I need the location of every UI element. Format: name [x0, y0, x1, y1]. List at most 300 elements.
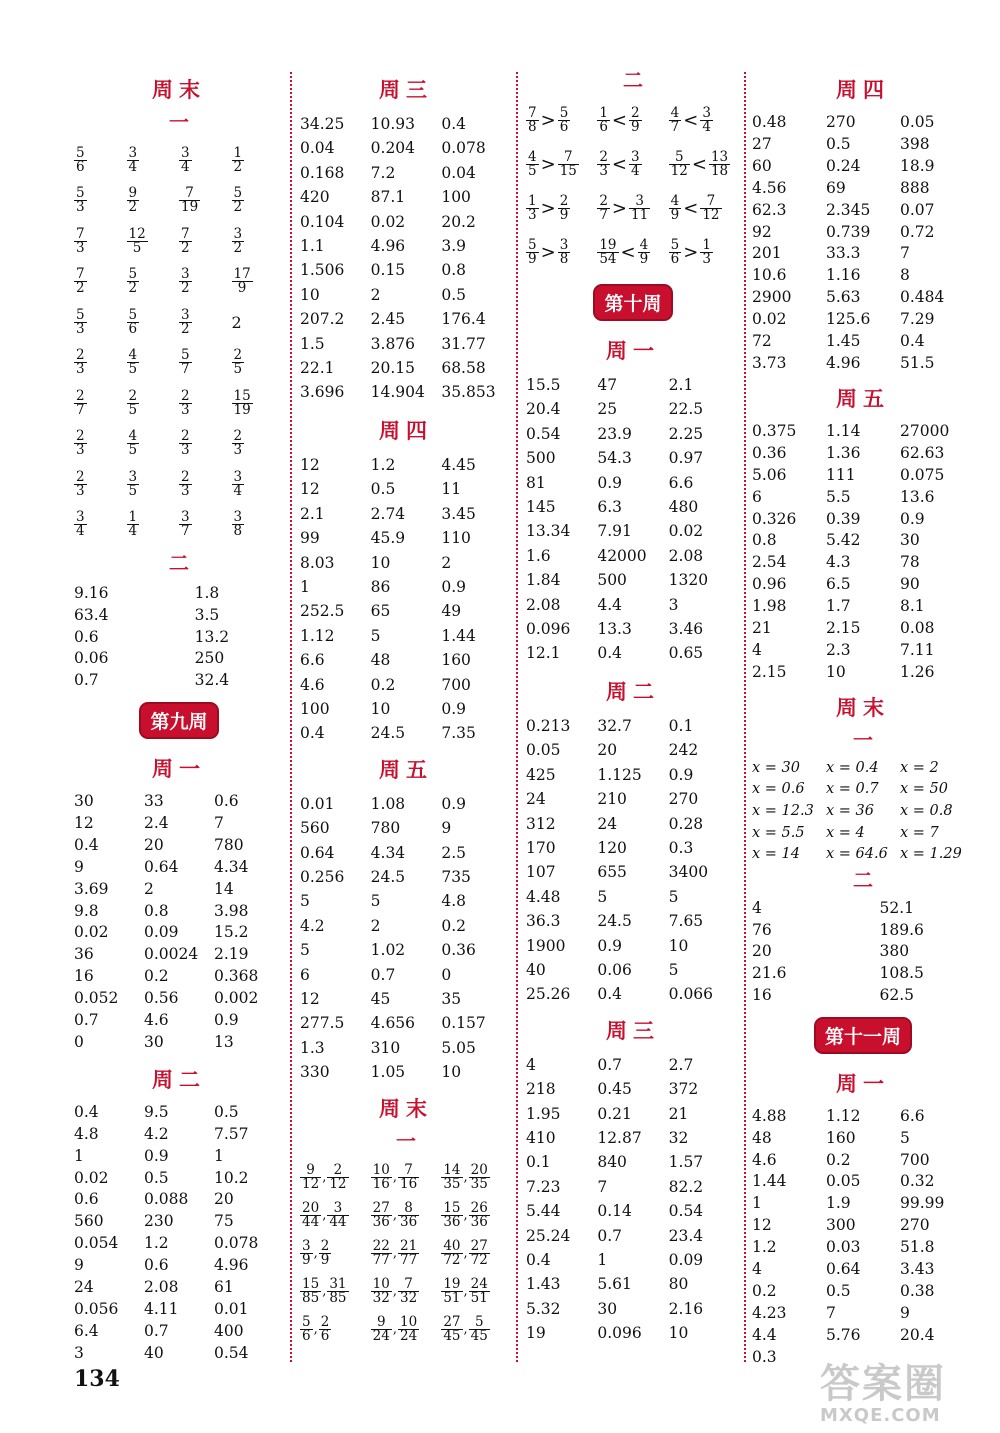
answer-row [752, 758, 974, 780]
answer-cell: 0.7 [597, 1226, 622, 1245]
answer-row [752, 844, 974, 866]
answer-cell: 176.4 [441, 310, 486, 329]
answer-cell: 0.02 [74, 923, 109, 942]
answer-row [300, 792, 512, 816]
answer-cell: 0.03 [826, 1238, 861, 1257]
answer-cell: 9.16 [74, 584, 109, 602]
answer-cell: 0.8 [441, 261, 466, 280]
answer-cell: 0.14 [597, 1202, 632, 1221]
answer-cell: 7.57 [214, 1124, 249, 1143]
left-fraction [669, 148, 690, 179]
answer-cell: 500 [526, 449, 556, 468]
answer-row [300, 112, 512, 136]
answer-cell: 5 [900, 1128, 910, 1147]
denominator: 5 [128, 401, 138, 418]
answer-cell: 5 [300, 892, 310, 911]
denominator: 3 [76, 239, 85, 256]
answer-cell: 15.5 [526, 376, 561, 394]
comparison-cell [526, 104, 597, 135]
answer-cell: 0.09 [144, 923, 179, 942]
comparison-cell [669, 192, 740, 223]
answer-row [752, 1106, 974, 1128]
answer-cell: 40 [526, 960, 546, 979]
fraction [74, 144, 87, 175]
second-fraction [398, 1316, 419, 1343]
answer-cell: 2.08 [668, 546, 704, 565]
answer-cell: 0.45 [597, 1080, 632, 1099]
answer-row [74, 879, 284, 901]
answer-row [74, 627, 284, 649]
answer-cell: 0.05 [526, 741, 561, 760]
answer-cell: 0.9 [900, 509, 925, 528]
answer-cell: 1.12 [300, 626, 335, 645]
answer-row [752, 1128, 974, 1150]
fraction [127, 349, 140, 376]
answer-cell: 24 [526, 790, 546, 809]
numerator: 7 [76, 266, 85, 283]
numerator: 8 [398, 1202, 419, 1216]
fraction [127, 468, 140, 499]
fraction-cell [179, 387, 232, 418]
answers-monday-3 [526, 373, 740, 666]
answer-cell: 20.4 [526, 400, 561, 419]
denominator: 2 [181, 320, 190, 337]
answer-cell: 40 [144, 1343, 164, 1362]
answer-cell: 1.3 [300, 1038, 325, 1057]
numerator: 4 [670, 192, 680, 209]
answer-cell: 25.24 [526, 1226, 571, 1245]
numerator: 10 [372, 1276, 390, 1293]
denominator: 6 [559, 118, 569, 135]
comparison-cell [526, 192, 597, 223]
answer-row [752, 200, 974, 222]
answer-cell: 7 [900, 244, 910, 263]
numerator: 3 [629, 195, 650, 209]
answer-cell: x = 5.5 [752, 824, 805, 841]
numerator: 40 [443, 1238, 461, 1255]
fraction [179, 268, 192, 295]
numerator: 27 [372, 1200, 390, 1217]
answer-cell: 0.157 [441, 1014, 486, 1033]
fraction-cell [232, 430, 285, 457]
answer-cell: 0 [74, 1032, 84, 1051]
answer-cell: 0.1 [668, 716, 694, 735]
answer-row [300, 502, 512, 526]
denominator: 85 [302, 1290, 320, 1307]
answer-cell: 0.054 [74, 1234, 119, 1253]
answer-row [300, 210, 512, 234]
denominator: 16 [399, 1176, 418, 1193]
answer-row [526, 641, 740, 665]
answer-row [300, 380, 512, 404]
answer-row [526, 1248, 740, 1272]
answer-row [300, 234, 512, 258]
fraction-pair [371, 1316, 442, 1343]
fraction-row [74, 424, 284, 465]
subsection-one: 一 [169, 110, 189, 134]
denominator: 6 [76, 158, 85, 175]
fraction-cell [74, 349, 127, 376]
answer-cell: 32.4 [194, 671, 230, 690]
pair-separator: , [463, 1170, 468, 1186]
answer-cell: 0.02 [370, 212, 406, 231]
pair-separator: , [392, 1322, 397, 1338]
answer-cell: 6.6 [300, 651, 325, 670]
answer-cell: 2.08 [144, 1278, 179, 1297]
denominator: 9 [320, 1252, 330, 1269]
answer-cell: 0.5 [370, 480, 396, 499]
answer-cell: 10 [826, 662, 846, 681]
denominator: 5 [128, 442, 138, 459]
answer-cell: 78 [900, 553, 920, 572]
first-fraction [300, 1278, 321, 1305]
numerator: 1 [233, 144, 243, 161]
fraction [232, 349, 245, 376]
answer-cell: 0.9 [441, 699, 466, 718]
fraction-cell [127, 187, 180, 214]
answer-cell: 2900 [752, 288, 792, 307]
answer-cell: 0.078 [441, 139, 486, 158]
second-fraction [469, 1240, 490, 1267]
denominator: 36 [372, 1214, 390, 1231]
answer-row [752, 1193, 974, 1215]
page-number: 134 [74, 1366, 120, 1392]
denominator: 5 [128, 361, 138, 378]
answer-row [74, 1102, 284, 1124]
second-fraction [469, 1164, 490, 1191]
answer-cell: 1.5 [300, 334, 325, 353]
answer-row [74, 605, 284, 627]
fraction-cell [232, 144, 285, 175]
answer-cell: 4.34 [214, 857, 249, 876]
answer-cell: 1.45 [826, 332, 861, 351]
numerator: 3 [181, 306, 190, 323]
answer-cell: 5.05 [441, 1038, 476, 1057]
answer-cell: 54.3 [597, 449, 632, 468]
numerator: 3 [702, 104, 711, 121]
numerator: 1 [528, 192, 537, 209]
answer-cell: 0.5 [826, 134, 851, 153]
answer-cell: 11 [441, 480, 462, 499]
watermark-text: 答案圈 [820, 1361, 946, 1407]
answer-row [752, 985, 974, 1007]
answer-row [526, 544, 740, 568]
answer-row [752, 331, 974, 353]
denominator: 9 [302, 1252, 311, 1269]
answer-row [300, 1011, 512, 1035]
answer-cell: 0.54 [214, 1343, 249, 1362]
numerator: 3 [128, 144, 138, 161]
answer-cell: 35.853 [441, 383, 496, 402]
denominator: 24 [399, 1328, 418, 1345]
answer-cell: 252.5 [300, 602, 345, 621]
answer-cell: 2.08 [526, 595, 561, 614]
answer-cell: 1.44 [441, 626, 476, 645]
fraction [127, 268, 140, 295]
fraction [232, 225, 245, 256]
answer-cell: 3.876 [370, 334, 416, 353]
fraction-cell [127, 349, 180, 376]
denominator: 32 [372, 1290, 390, 1307]
answer-cell: 7 [214, 813, 224, 832]
answer-cell: 3.45 [441, 504, 476, 523]
answer-cell: 0.484 [900, 288, 945, 307]
answer-row [752, 309, 974, 331]
comparison-row [526, 230, 740, 274]
numerator: 3 [233, 225, 243, 242]
section-head-weekend-4: 周末 [836, 695, 890, 720]
answer-cell: 0.01 [300, 794, 335, 813]
answer-cell: 12 [300, 990, 320, 1008]
fraction-cell [127, 468, 180, 499]
denominator: 2 [233, 239, 243, 256]
answer-cell: 90 [900, 575, 920, 594]
denominator: 9 [631, 118, 640, 135]
answer-row [526, 934, 740, 958]
denominator: 12 [302, 1176, 320, 1193]
answer-cell: 2.19 [214, 945, 249, 964]
denominator: 2 [76, 280, 85, 297]
answer-row [74, 1255, 284, 1277]
numerator: 19 [599, 236, 617, 253]
numerator: 2 [76, 387, 85, 404]
left-fraction [669, 192, 682, 223]
numerator: 26 [470, 1200, 488, 1217]
answer-cell: 12 [752, 1216, 772, 1235]
fraction [74, 430, 87, 457]
fraction [127, 430, 140, 457]
answer-cell: 5 [300, 941, 310, 960]
answer-cell: 0.096 [597, 1324, 642, 1343]
answer-row [526, 519, 740, 543]
answers-monday [74, 791, 284, 1054]
answer-cell: 0.06 [74, 649, 109, 668]
denominator: 36 [443, 1214, 461, 1231]
answer-cell: 2.16 [668, 1299, 704, 1318]
answer-cell: 32 [668, 1128, 689, 1147]
answer-cell: 0.6 [74, 1190, 99, 1209]
answer-cell: 4.656 [370, 1014, 416, 1033]
denominator: 2 [128, 199, 138, 216]
numerator: 2 [233, 347, 243, 364]
second-fraction [327, 1278, 348, 1305]
left-fraction [597, 148, 610, 179]
denominator: 3 [76, 199, 85, 216]
right-fraction [558, 192, 571, 223]
numerator: 2 [559, 192, 569, 209]
denominator: 3 [181, 401, 190, 418]
first-fraction [371, 1202, 392, 1229]
answer-cell: 160 [441, 651, 471, 670]
denominator: 16 [372, 1176, 390, 1193]
answer-row [300, 136, 512, 160]
answer-cell: 10 [441, 1063, 462, 1082]
answer-cell: 76 [752, 920, 772, 939]
answer-cell: 560 [300, 819, 330, 838]
denominator: 3 [76, 442, 85, 459]
answer-cell: 2.74 [370, 504, 406, 523]
fraction-cell [232, 268, 285, 295]
right-fraction [558, 104, 571, 135]
answer-row [74, 648, 284, 670]
answer-cell: 0.6 [144, 1256, 169, 1275]
denominator: 2 [181, 239, 190, 256]
answer-cell: 6.4 [74, 1321, 99, 1340]
denominator: 4 [631, 162, 640, 179]
right-fraction [700, 192, 721, 223]
pair-separator: , [463, 1246, 468, 1262]
answer-cell: 310 [370, 1038, 401, 1057]
fraction-row [74, 464, 284, 505]
whole-number: 2 [231, 312, 242, 332]
answers-wednesday [300, 112, 512, 405]
answer-cell: 13 [214, 1032, 234, 1051]
right-fraction [558, 236, 571, 267]
denominator: 45 [470, 1328, 488, 1345]
answer-cell: x = 0.6 [752, 781, 805, 798]
answer-cell: 4.96 [214, 1256, 249, 1275]
right-fraction [629, 192, 650, 223]
answer-cell: 9 [441, 819, 452, 838]
first-fraction [300, 1240, 313, 1267]
answer-row [300, 697, 512, 721]
numerator: 7 [76, 225, 85, 242]
fraction-cell [74, 225, 127, 256]
answer-cell: 110 [441, 529, 471, 548]
fraction-pair [300, 1316, 371, 1343]
answer-cell: 18.9 [900, 156, 935, 175]
first-fraction [300, 1202, 321, 1229]
right-fraction [700, 104, 713, 135]
answer-cell: 24 [74, 1278, 94, 1297]
numerator: 7 [181, 225, 190, 242]
answer-cell: x = 0.8 [900, 802, 953, 819]
answer-cell: 20 [597, 741, 618, 760]
answer-cell: 4 [752, 1260, 762, 1279]
answer-cell: 0.4 [526, 1251, 551, 1269]
answer-cell: 700 [900, 1150, 930, 1169]
answer-cell: 12 [300, 480, 320, 499]
column-divider-2 [516, 72, 518, 1362]
denominator: 77 [399, 1252, 418, 1269]
answer-cell: 2.15 [826, 619, 861, 638]
subsection-one-2: 一 [396, 1128, 416, 1153]
answer-row [752, 243, 974, 265]
numerator: 2 [599, 148, 608, 165]
fraction [179, 225, 192, 256]
denominator: 45 [443, 1328, 461, 1345]
denominator: 7 [181, 523, 190, 540]
comparison-answers [526, 98, 740, 274]
left-fraction [526, 148, 539, 179]
denominator: 51 [443, 1290, 461, 1307]
first-fraction [441, 1164, 462, 1191]
fraction [127, 511, 140, 538]
answer-cell: 0.3 [668, 838, 694, 857]
answer-cell: 4.2 [144, 1124, 169, 1143]
first-fraction [371, 1240, 392, 1267]
answer-row [526, 1175, 740, 1199]
answer-cell: 2.7 [668, 1055, 694, 1074]
pair-separator: , [463, 1322, 468, 1338]
answer-cell: 5.44 [526, 1202, 561, 1221]
section-head-thursday-4: 周四 [836, 78, 890, 102]
answer-cell: 1.14 [826, 421, 861, 440]
answer-row [300, 841, 512, 865]
answer-cell: 6.3 [597, 498, 622, 517]
answer-cell: 12 [74, 813, 94, 832]
answer-cell: 33 [144, 791, 164, 810]
answer-row [526, 738, 740, 762]
answer-cell: 36.3 [526, 912, 561, 931]
answer-cell: 0.4 [441, 115, 466, 133]
numerator: 9 [300, 1164, 321, 1178]
answer-cell: 3.9 [441, 237, 466, 256]
answer-row [300, 453, 512, 477]
answer-cell: 1.84 [526, 571, 561, 590]
answer-cell: 24.5 [370, 867, 406, 886]
fraction [74, 349, 87, 376]
left-fraction [669, 236, 682, 267]
pair-separator: , [392, 1284, 397, 1300]
answer-cell: 420 [300, 188, 330, 207]
answer-cell: 1 [597, 1251, 608, 1269]
answer-row [74, 944, 284, 966]
answer-cell: x = 64.6 [826, 846, 888, 863]
fraction-pair [441, 1164, 512, 1191]
fraction [179, 144, 192, 175]
answer-cell: 33.3 [826, 244, 861, 263]
answer-row [752, 222, 974, 244]
answer-cell: 72 [752, 332, 772, 351]
numerator: 27 [443, 1314, 461, 1331]
answer-cell: 0.02 [74, 1168, 109, 1187]
answer-row [526, 836, 740, 860]
fraction-row [74, 343, 284, 384]
answer-cell: 170 [526, 838, 556, 857]
comparison-cell [597, 148, 668, 179]
numerator: 3 [233, 468, 243, 485]
answer-cell: 10 [668, 1324, 689, 1343]
answer-cell: x = 14 [752, 846, 800, 863]
answer-row [752, 134, 974, 156]
answer-cell: 6 [300, 965, 310, 984]
answer-row [526, 495, 740, 519]
numerator: 3 [181, 509, 190, 526]
second-fraction [398, 1278, 419, 1305]
answer-cell: 0.2 [370, 675, 396, 694]
answer-cell: 2 [370, 285, 381, 304]
fraction-cell [232, 225, 285, 256]
fraction-pair [371, 1278, 442, 1305]
denominator: 9 [237, 280, 247, 297]
answer-cell: 0.9 [441, 794, 466, 813]
answer-cell: 0.06 [597, 960, 632, 979]
fraction-cell [127, 225, 180, 256]
first-fraction [441, 1278, 462, 1305]
answer-cell: 61 [214, 1278, 234, 1297]
fraction-cell [74, 268, 127, 295]
answer-row [526, 568, 740, 592]
fraction [127, 187, 140, 214]
denominator: 51 [470, 1290, 488, 1307]
answer-row [526, 593, 740, 617]
answer-cell: 4.6 [144, 1011, 169, 1030]
answer-cell: 5 [370, 892, 381, 911]
answer-cell: 4.96 [826, 353, 861, 372]
answer-cell: x = 36 [826, 802, 874, 819]
answer-cell: 34.25 [300, 115, 345, 133]
